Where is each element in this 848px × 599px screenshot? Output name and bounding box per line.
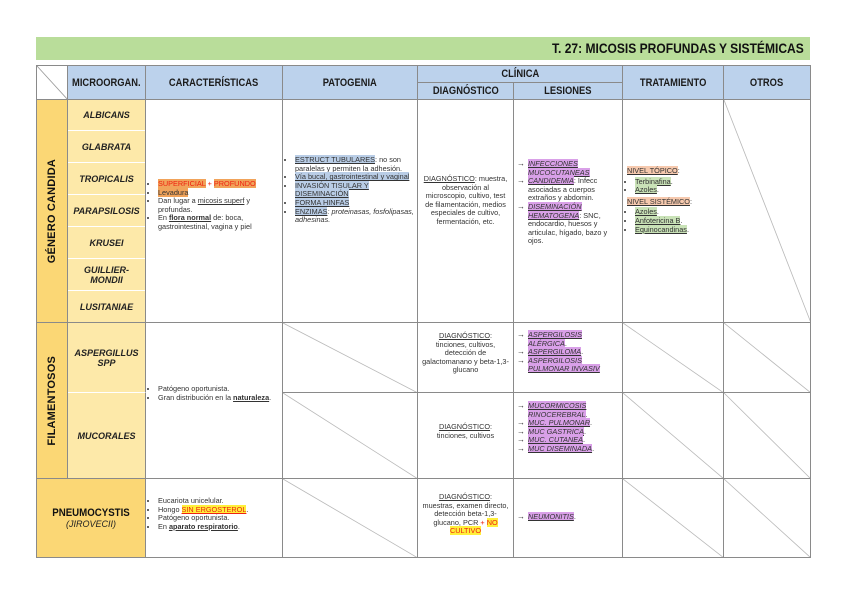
header-clinica: CLÍNICA [418, 66, 623, 83]
species-mucorales: MUCORALES [68, 393, 146, 479]
aspergillus-tratamiento [623, 323, 724, 393]
aspergillus-otros [724, 323, 811, 393]
pneumocystis-tratamiento [623, 479, 724, 558]
candida-caracteristicas: • SUPERFICIAL + PROFUNDO • Levadura • Dan lugar a micosis superf y profundas. • En flora normal de: boca, gastrointestinal, vagina y piel [146, 100, 283, 323]
species-tropicalis: TROPICALIS [68, 163, 145, 195]
group-filamentosos: FILAMENTOSOS [37, 323, 68, 479]
title-bar [36, 37, 810, 60]
species-albicans: ALBICANS [68, 100, 145, 131]
species-krusei: KRUSEI [68, 227, 145, 259]
mucorales-diagnostico: DIAGNÓSTICO: tinciones, cultivos [418, 393, 514, 479]
candida-diagnostico: DIAGNÓSTICO: muestra, observación al microscopio, cultivo, test de filamentación, medios especiales de cultivo, fermentación, etc. [418, 100, 514, 323]
header-caracteristicas: CARACTERÍSTICAS [146, 66, 283, 100]
mucorales-otros [724, 393, 811, 479]
candida-patogenia: • ESTRUCT TUBULARES: no son paralelas y permiten la adhesión. • Vía bucal, gastrointestinal y vaginal • INVASIÓN TISULAR Y DISEMINACIÓN • FORMA HINFAS • ENZIMAS: proteinasas, fosfolipasas, adhesinas. [283, 100, 418, 323]
filamentosos-caracteristicas: • Patógeno oportunista. • Gran distribución en la naturaleza. [146, 323, 283, 479]
header-otros: OTROS [724, 66, 811, 100]
species-aspergillus: ASPERGILLUS SPP [68, 323, 146, 393]
species-guilliermondii: GUILLIER-MONDII [68, 259, 145, 291]
aspergillus-patogenia [283, 323, 418, 393]
page-title: T. 27: MICOSIS PROFUNDAS Y SISTÉMICAS [552, 40, 804, 56]
header-lesiones: LESIONES [514, 83, 623, 100]
aspergillus-lesiones: → ASPERGILOSIS ALÉRGICA. → ASPERGILOMA. → ASPERGILOSIS PULMONAR INVASIV [514, 323, 623, 393]
mucorales-patogenia [283, 393, 418, 479]
table [36, 65, 811, 558]
corner-cell [37, 66, 68, 100]
species-glabrata: GLABRATA [68, 131, 145, 163]
pneumocystis-lesiones: → NEUMONITIS. [514, 479, 623, 558]
pneumocystis-subname: (JIROVECII) [65, 519, 116, 529]
header-diagnostico: DIAGNÓSTICO [418, 83, 514, 100]
candida-species-list [68, 100, 146, 323]
group-candida: GÉNERO CANDIDA [37, 100, 68, 323]
group-pneumocystis [37, 479, 146, 558]
mucorales-tratamiento [623, 393, 724, 479]
mucorales-lesiones: → MUCORMICOSIS RINOCEREBRAL. → MUC. PULMONAR. → MUC GASTRICA. → MUC. CUTANEA. → MUC DISEMINADA. [514, 393, 623, 479]
species-parapsilosis: PARAPSILOSIS [68, 195, 145, 227]
pneumocystis-patogenia [283, 479, 418, 558]
header-patogenia: PATOGENIA [283, 66, 418, 100]
header-microorg: MICROORGAN. [68, 66, 146, 100]
species-lusitaniae: LUSITANIAE [79, 301, 134, 312]
pneumocystis-name: PNEUMOCYSTIS [52, 507, 130, 519]
pneumocystis-caracteristicas: • Eucariota unicelular. • Hongo SIN ERGOSTEROL. • Patógeno oportunista. • En aparato respiratorio. [146, 479, 283, 558]
pneumocystis-otros [724, 479, 811, 558]
header-tratamiento: TRATAMIENTO [623, 66, 724, 100]
aspergillus-diagnostico: DIAGNÓSTICO: tinciones, cultivos, detección de galactomanano y beta-1,3-glucano [418, 323, 514, 393]
candida-lesiones: → INFECCIONES MUCOCUTANEAS → CANDIDEMIA: Infecc asociadas a cuerpos extraños y abdomin. → DISEMINACIÓN HEMATOGENA: SNC, endocardio, huesos y articulac, hígado, bazo y ojos. [514, 100, 623, 323]
candida-tratamiento: NIVEL TÓPICO: • Terbinafina. • Azoles. NIVEL SISTÉMICO: • Azoles. • Anfotericina B. • Equinocandinas. [623, 100, 724, 323]
candida-otros [724, 100, 811, 323]
pneumocystis-diagnostico: DIAGNÓSTICO: muestras, examen directo, detección beta-1,3-glucano, PCR + NO CULTIVO [418, 479, 514, 558]
